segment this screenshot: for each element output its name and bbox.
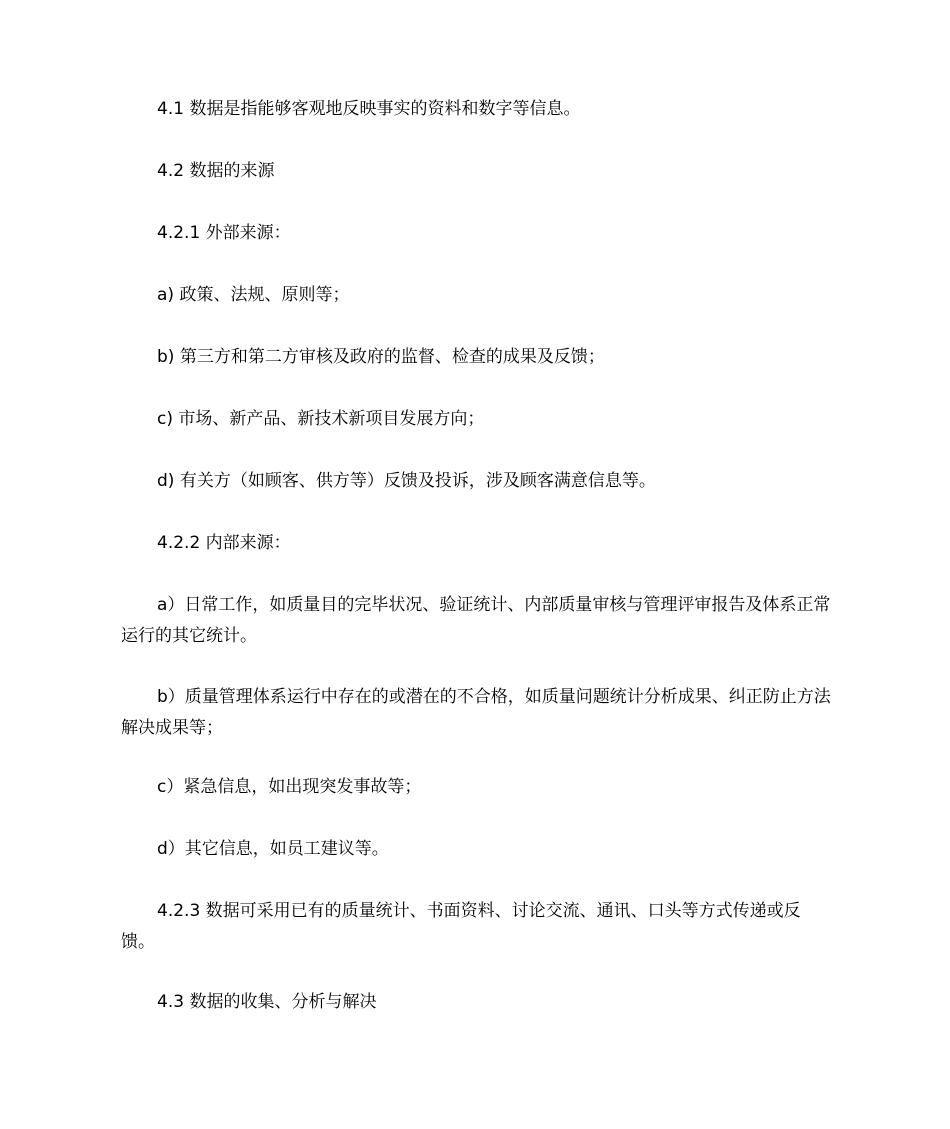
heading-4-2-2: 4.2.2 内部来源： [157, 533, 291, 553]
list-item-external-c: c) 市场、新产品、新技术新项目发展方向； [157, 409, 485, 429]
list-item-external-d: d) 有关方（如顾客、供方等）反馈及投诉，涉及顾客满意信息等。 [157, 471, 656, 491]
list-item-internal-a: a）日常工作，如质量目的完毕状况、验证统计、内部质量审核与管理评审报告及体系正常运行的其它统计。 [121, 595, 831, 646]
heading-4-2-1: 4.2.1 外部来源： [157, 223, 291, 243]
paragraph-4-1: 4.1 数据是指能够客观地反映事实的资料和数字等信息。 [157, 99, 581, 119]
list-item-internal-c: c）紧急信息，如出现突发事故等； [157, 777, 422, 797]
list-item-internal-d: d）其它信息，如员工建议等。 [157, 839, 389, 859]
list-item-external-b: b) 第三方和第二方审核及政府的监督、检查的成果及反馈； [157, 347, 605, 367]
heading-4-3: 4.3 数据的收集、分析与解决 [157, 992, 377, 1012]
paragraph-4-2-3: 4.2.3 数据可采用已有的质量统计、书面资料、讨论交流、通讯、口头等方式传递或反馈。 [121, 901, 801, 952]
list-item-internal-b: b）质量管理体系运行中存在的或潜在的不合格，如质量问题统计分析成果、纠正防止方法解决成果等； [121, 687, 831, 738]
heading-4-2: 4.2 数据的来源 [157, 161, 275, 181]
list-item-external-a: a) 政策、法规、原则等； [157, 285, 350, 305]
